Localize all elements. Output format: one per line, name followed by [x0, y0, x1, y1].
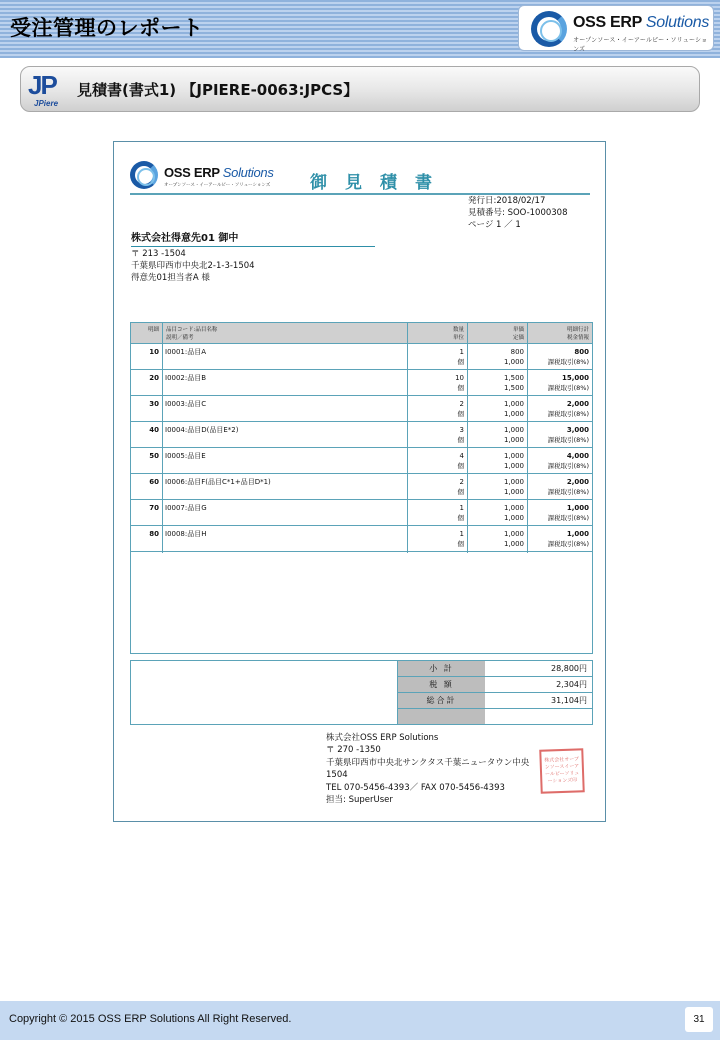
logo-solutions: Solutions	[645, 14, 710, 31]
cell-list: 1,000	[503, 462, 524, 470]
cell-unit: 個	[457, 540, 464, 548]
cell-price: 1,500	[503, 374, 524, 382]
cell-product: I0004:品目D(品目E*2)	[165, 426, 239, 434]
header-qty-label: 数量	[452, 327, 464, 333]
slide-footer	[0, 1001, 720, 1040]
cell-product: I0005:品目E	[165, 452, 206, 460]
table-header	[131, 323, 592, 344]
cell-product: I0008:品目H	[165, 530, 207, 538]
header-tax-label: 税金情報	[566, 335, 589, 341]
company-seal-icon	[539, 748, 585, 794]
cell-unit: 個	[457, 514, 464, 522]
quotation-document	[113, 141, 606, 822]
cell-amount: 2,000	[566, 400, 589, 408]
header-line	[131, 323, 162, 344]
cell-price: 1,000	[503, 478, 524, 486]
tax-value: 2,304円	[556, 680, 587, 689]
cell-list: 1,000	[503, 514, 524, 522]
cell-price: 1,000	[503, 400, 524, 408]
cell-list: 1,000	[503, 540, 524, 548]
cell-list: 1,000	[503, 488, 524, 496]
copyright: Copyright © 2015 OSS ERP Solutions All Right Reserved.	[9, 1013, 292, 1025]
customer-contact: 得意先01担当者A 様	[131, 273, 210, 283]
tax-label: 税 額	[397, 677, 485, 692]
cell-list: 1,500	[503, 384, 524, 392]
table-row	[131, 396, 592, 422]
cell-tax: 課税取引(8%)	[547, 384, 589, 392]
issuer-name: 株式会社OSS ERP Solutions	[326, 733, 439, 743]
doc-logo-brand: OSS ERP	[164, 165, 220, 180]
cell-line: 80	[149, 530, 159, 538]
table-row	[131, 448, 592, 474]
cell-amount: 4,000	[566, 452, 589, 460]
cell-line: 40	[149, 426, 159, 434]
cell-tax: 課税取引(8%)	[547, 488, 589, 496]
cell-list: 1,000	[503, 436, 524, 444]
total-label: 総合計	[397, 693, 485, 708]
doc-logo-text	[164, 165, 274, 180]
logo-subtitle: オープンソース・イーアールピー・ソリューションズ	[573, 37, 708, 53]
header-amount-label: 明細行計	[566, 327, 589, 333]
quote-number: 見積番号: SOO-1000308	[468, 208, 568, 218]
issuer-address-2: 1504	[326, 770, 348, 781]
document-meta	[468, 195, 568, 231]
cell-line: 50	[149, 452, 159, 460]
header-product-label: 品目コード:品目名称	[166, 327, 218, 333]
banner-title: 見積書(書式1) 【JPIERE-0063:JPCS】	[77, 81, 359, 99]
document-title: 御見積書	[310, 173, 450, 193]
cell-tax: 課税取引(8%)	[547, 462, 589, 470]
subtotal-label: 小 計	[397, 661, 485, 676]
header-desc-label: 説明／備考	[166, 335, 194, 341]
cell-line: 10	[149, 348, 159, 356]
table-row	[131, 422, 592, 448]
cell-product: I0001:品目A	[165, 348, 207, 356]
cell-product: I0006:品目F(品目C*1+品目D*1)	[165, 478, 271, 486]
tax-row	[397, 677, 592, 693]
table-row	[131, 474, 592, 500]
doc-logo-ring-icon	[130, 161, 158, 189]
jpiere-logo-word: JPiere	[34, 99, 59, 108]
customer-address: 千葉県印西市中央北2-1-3-1504	[131, 261, 255, 271]
slide-title: 受注管理のレポート	[10, 16, 204, 40]
cell-amount: 1,000	[566, 530, 589, 538]
doc-logo-solutions: Solutions	[222, 165, 274, 180]
cell-price: 800	[510, 348, 524, 356]
issuer-block	[326, 732, 529, 806]
cell-product: I0007:品目G	[165, 504, 207, 512]
cell-line: 30	[149, 400, 159, 408]
cell-amount: 3,000	[566, 426, 589, 434]
issuer-address-1: 千葉県印西市中央北サンクタス千葉ニュータウン中央	[326, 757, 530, 768]
cell-price: 1,000	[503, 530, 524, 538]
cell-unit: 個	[457, 436, 464, 444]
cell-amount: 800	[574, 348, 589, 356]
cell-price: 1,000	[503, 504, 524, 512]
issue-date: 発行日:2018/02/17	[468, 196, 546, 206]
cell-qty: 1	[459, 348, 464, 356]
header-product	[162, 323, 407, 344]
cell-qty: 1	[459, 504, 464, 512]
totals-block	[130, 660, 593, 725]
jpiere-logo-letters: JP	[28, 70, 56, 100]
cell-tax: 課税取引(8%)	[547, 410, 589, 418]
line-items-table	[130, 322, 593, 654]
cell-amount: 2,000	[566, 478, 589, 486]
seal-text: 株式会社オープンソースイーアールピーソリューションズ印	[544, 756, 580, 785]
cell-line: 70	[149, 504, 159, 512]
table-row	[131, 344, 592, 370]
issuer-tel-fax: TEL 070-5456-4393／ FAX 070-5456-4393	[326, 782, 505, 793]
cell-tax: 課税取引(8%)	[547, 358, 589, 366]
company-logo	[518, 5, 714, 51]
page-number: 31	[685, 1007, 713, 1032]
cell-qty: 3	[459, 426, 464, 434]
cell-qty: 1	[459, 530, 464, 538]
subtotal-value: 28,800円	[551, 664, 587, 673]
customer-block	[131, 233, 375, 284]
customer-postal: 〒 213 -1504	[131, 249, 186, 259]
cell-tax: 課税取引(8%)	[547, 514, 589, 522]
header-unit-label: 単位	[452, 335, 464, 341]
logo-brand: OSS ERP	[573, 14, 642, 31]
header-line-label: 明細	[147, 327, 159, 333]
cell-tax: 課税取引(8%)	[547, 436, 589, 444]
cell-qty: 4	[459, 452, 464, 460]
table-row	[131, 526, 592, 552]
header-qty	[407, 323, 467, 344]
cell-qty: 10	[455, 374, 464, 382]
subtotal-row	[397, 661, 592, 677]
cell-unit: 個	[457, 410, 464, 418]
header-price	[467, 323, 527, 344]
table-row	[131, 500, 592, 526]
page-count: ページ 1 ／ 1	[468, 220, 521, 230]
cell-list: 1,000	[503, 358, 524, 366]
table-row	[131, 370, 592, 396]
header-list-label: 定価	[512, 335, 524, 341]
cell-unit: 個	[457, 462, 464, 470]
cell-qty: 2	[459, 478, 464, 486]
issuer-postal: 〒 270 -1350	[326, 745, 381, 756]
cell-price: 1,000	[503, 452, 524, 460]
cell-amount: 15,000	[561, 374, 589, 382]
cell-product: I0002:品目B	[165, 374, 207, 382]
customer-name: 株式会社得意先01 御中	[131, 233, 375, 247]
cell-tax: 課税取引(8%)	[547, 540, 589, 548]
slide-header	[0, 0, 720, 58]
cell-amount: 1,000	[566, 504, 589, 512]
totals-empty-cell	[397, 709, 485, 724]
cell-qty: 2	[459, 400, 464, 408]
header-amount	[527, 323, 592, 344]
total-row	[397, 693, 592, 709]
logo-ring-icon	[531, 11, 567, 47]
doc-logo-subtitle: オープンソース・イーアールピー・ソリューションズ	[164, 183, 271, 188]
header-price-label: 単価	[512, 327, 524, 333]
cell-line: 60	[149, 478, 159, 486]
total-value: 31,104円	[551, 696, 587, 705]
jpiere-logo-icon	[28, 72, 70, 108]
cell-unit: 個	[457, 358, 464, 366]
logo-text	[573, 14, 709, 32]
cell-unit: 個	[457, 384, 464, 392]
cell-unit: 個	[457, 488, 464, 496]
doc-logo	[130, 161, 290, 193]
cell-line: 20	[149, 374, 159, 382]
cell-price: 1,000	[503, 426, 524, 434]
cell-product: I0003:品目C	[165, 400, 207, 408]
cell-list: 1,000	[503, 410, 524, 418]
section-banner	[20, 66, 700, 112]
issuer-staff: 担当: SuperUser	[326, 795, 393, 806]
